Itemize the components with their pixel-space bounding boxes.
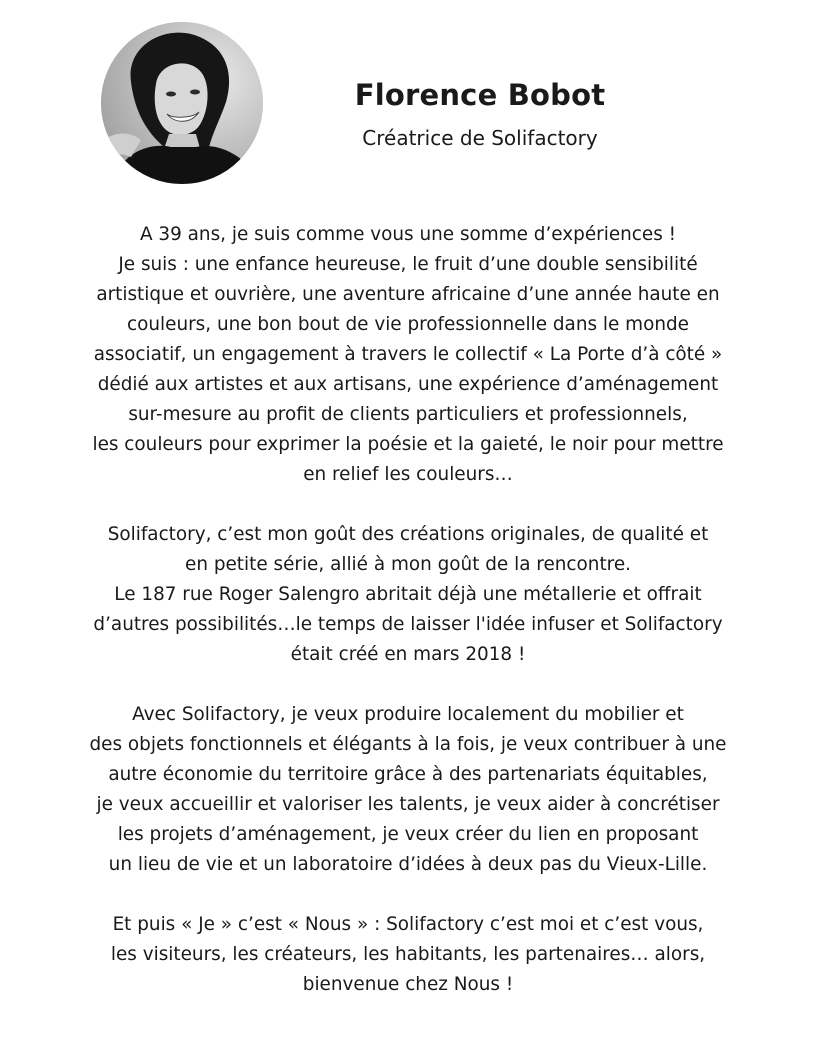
text-line: artistique et ouvrière, une aventure africaine d’une année haute en <box>96 284 720 305</box>
bio-text <box>0 220 816 1030</box>
text-line: je veux accueillir et valoriser les talents, je veux aider à concrétiser <box>96 794 720 815</box>
text-line: Je suis : une enfance heureuse, le fruit d’une double sensibilité <box>118 254 698 275</box>
text-line: en petite série, allié à mon goût de la rencontre. <box>185 554 631 575</box>
portrait-photo <box>101 22 263 184</box>
bio-paragraph-4 <box>0 910 816 1000</box>
text-line: était créé en mars 2018 ! <box>290 644 526 665</box>
text-line: dédié aux artistes et aux artisans, une expérience d’aménagement <box>97 374 719 395</box>
bio-paragraph-2 <box>0 520 816 670</box>
text-line: sur-mesure au profit de clients particuliers et professionnels, <box>128 404 688 425</box>
text-line: associatif, un engagement à travers le collectif « La Porte d’à côté » <box>93 344 723 365</box>
text-line: les couleurs pour exprimer la poésie et la gaieté, le noir pour mettre <box>92 434 724 455</box>
text-line: les visiteurs, les créateurs, les habitants, les partenaires… alors, <box>110 944 706 965</box>
text-line: bienvenue chez Nous ! <box>302 974 514 995</box>
text-line: A 39 ans, je suis comme vous une somme d’expériences ! <box>139 224 677 245</box>
text-line: un lieu de vie et un laboratoire d’idées à deux pas du Vieux-Lille. <box>108 854 708 875</box>
text-line: couleurs, une bon bout de vie professionnelle dans le monde <box>127 314 689 335</box>
text-line: Et puis « Je » c’est « Nous » : Solifactory c’est moi et c’est vous, <box>112 914 704 935</box>
text-line: d’autres possibilités…le temps de laisser l'idée infuser et Solifactory <box>93 614 723 635</box>
avatar <box>101 22 263 184</box>
profile-name: Florence Bobot <box>354 78 606 112</box>
text-line: Avec Solifactory, je veux produire localement du mobilier et <box>132 704 684 725</box>
text-line: des objets fonctionnels et élégants à la fois, je veux contribuer à une <box>89 734 727 755</box>
profile-role: Créatrice de Solifactory <box>362 126 598 150</box>
text-line: autre économie du territoire grâce à des partenariats équitables, <box>108 764 708 785</box>
text-line: Le 187 rue Roger Salengro abritait déjà une métallerie et offrait <box>114 584 702 605</box>
text-line: les projets d’aménagement, je veux créer du lien en proposant <box>117 824 699 845</box>
text-line: Solifactory, c’est mon goût des créations originales, de qualité et <box>107 524 709 545</box>
bio-paragraph-1 <box>0 220 816 490</box>
text-line: en relief les couleurs… <box>303 464 513 485</box>
bio-paragraph-3 <box>0 700 816 880</box>
